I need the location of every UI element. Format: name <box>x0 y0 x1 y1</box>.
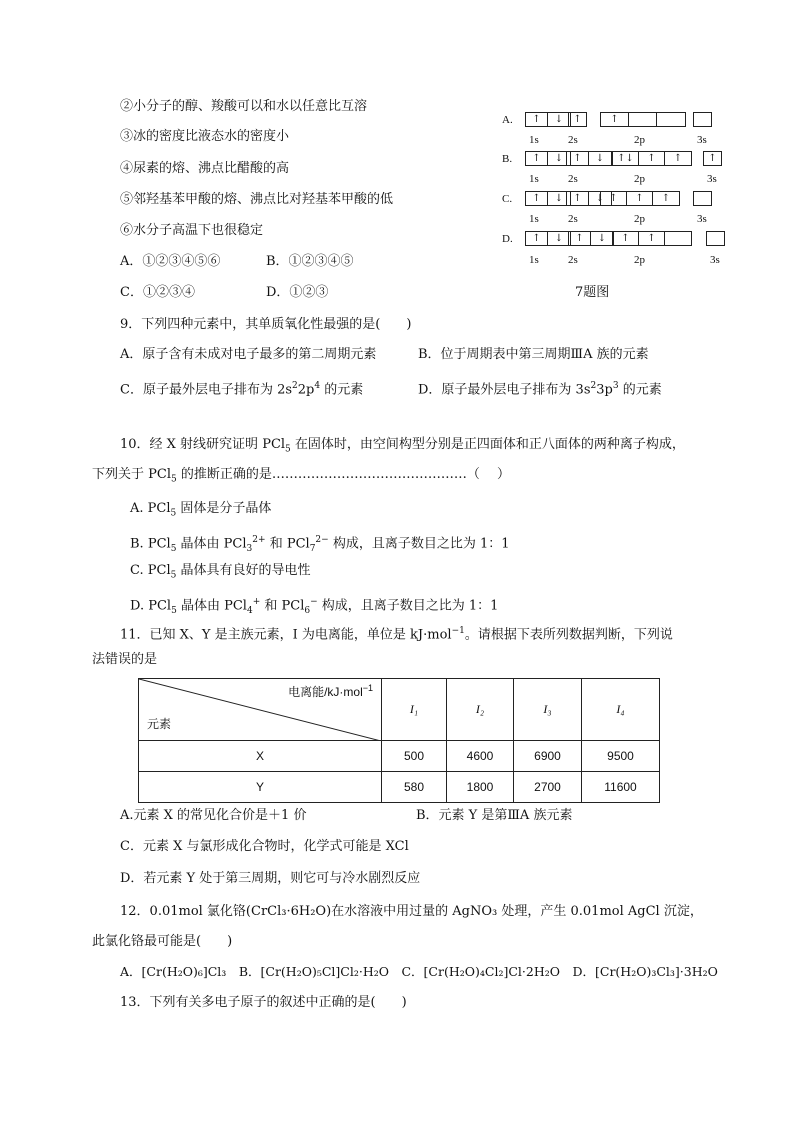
q13-stem: 13．下列有关多电子原子的叙述中正确的是( ) <box>120 995 407 1010</box>
label-2s: 2s <box>568 254 578 266</box>
label-2p: 2p <box>634 254 645 266</box>
label-2p: 2p <box>634 213 645 225</box>
q9-choice-c: C．原子最外层电子排布为 $2s^22p^4$ 的元素 <box>120 381 364 398</box>
row-d-3s <box>706 231 725 246</box>
q10-choice-b: B. PCl$_5$ 晶体由 PCl$_3^{2+}$ 和 PCl$_7^{2-}$ 构成，且离子数目之比为 1：1 <box>130 535 510 554</box>
row-c-3s <box>693 191 712 206</box>
q11-choice-d: D．若元素 Y 处于第三周期，则它可与冷水剧烈反应 <box>120 871 421 886</box>
row-c-letter: C. <box>502 193 513 205</box>
row-a-2p: ↑ <box>600 112 686 127</box>
q8-item-5: ⑤邻羟基苯甲酸的熔、沸点比对羟基苯甲酸的低 <box>120 192 394 207</box>
q11-stem-line1: 11．已知 X、Y 是主族元素，I 为电离能，单位是 kJ·mol$^{-1}$。请根据下表所列数据判断，下列说 <box>120 626 673 643</box>
q8-choice-c: C．①②③④ <box>120 285 195 300</box>
q12-stem-line1: 12．0.01mol 氯化铬(CrCl₃·6H₂O)在水溶液中用过量的 AgNO₃ 处理，产生 0.01mol AgCl 沉淀， <box>120 904 703 919</box>
q11-choice-b: B．元素 Y 是第ⅢA 族元素 <box>416 808 573 823</box>
table-row: X 500 4600 6900 9500 <box>139 741 660 772</box>
q11-stem-line2: 法错误的是 <box>92 652 158 667</box>
row-b-1s: ↑ ↓ <box>525 151 571 166</box>
q9-choice-a: A．原子含有未成对电子最多的第二周期元素 <box>120 347 377 362</box>
q11-choice-a: A.元素 X 的常见化合价是＋1 价 <box>120 808 307 823</box>
row-a-letter: A. <box>502 114 513 126</box>
row-b-2s: ↑ ↓ <box>566 151 612 166</box>
table-diagonal-header: 电离能/kJ·mol$^{-1}$ 元素 <box>139 679 382 741</box>
row-b-2p: ↑↓ ↑ ↑ <box>612 151 692 166</box>
label-1s: 1s <box>529 213 539 225</box>
header-i3: I₃ <box>514 679 582 741</box>
ionization-energy-table <box>138 678 660 803</box>
row-c-1s: ↑ ↓ <box>525 191 571 206</box>
row-b-letter: B. <box>502 153 513 165</box>
row-d-2s: ↑ ↓ <box>568 231 614 246</box>
label-2s: 2s <box>568 134 578 146</box>
label-3s: 3s <box>697 134 707 146</box>
label-3s: 3s <box>707 173 717 185</box>
label-1s: 1s <box>529 254 539 266</box>
row-a-3s <box>693 112 712 127</box>
label-2p: 2p <box>634 134 645 146</box>
q10-choice-a: A. PCl$_5$ 固体是分子晶体 <box>130 501 272 519</box>
q12-stem-line2: 此氯化铬最可能是( ) <box>92 934 233 949</box>
q12-choices: A．[Cr(H₂O)₆]Cl₃ B．[Cr(H₂O)₅Cl]Cl₂·H₂O C．[Cr(H₂O)₄Cl₂]Cl·2H₂O D．[Cr(H₂O)₃Cl₃]·3H₂O <box>120 964 718 979</box>
q8-item-3: ③冰的密度比液态水的密度小 <box>120 129 290 144</box>
q10-choice-d: D. PCl$_5$ 晶体由 PCl$_4$+ 和 PCl$_6$− 构成，且离子数目之比为 1：1 <box>130 597 499 616</box>
q10-choice-c: C. PCl$_5$ 晶体具有良好的导电性 <box>130 563 311 581</box>
q8-choice-a: A．①②③④⑤⑥ <box>120 254 221 269</box>
row-a-2s: ↑ <box>568 112 587 127</box>
header-i1: I₁ <box>382 679 447 741</box>
q9-choice-b: B．位于周期表中第三周期ⅢA 族的元素 <box>418 347 649 362</box>
q11-choice-c: C．元素 X 与氯形成化合物时，化学式可能是 XCl <box>120 839 409 854</box>
q8-choice-b: B．①②③④⑤ <box>266 254 354 269</box>
row-d-2p: ↑ ↑ <box>612 231 692 246</box>
row-c-2p: ↑ ↑ ↑ <box>600 191 680 206</box>
row-d-letter: D. <box>502 233 513 245</box>
figure-caption: 7题图 <box>575 285 610 300</box>
label-3s: 3s <box>710 254 720 266</box>
q9-choice-d: D．原子最外层电子排布为 $3s^23p^3$ 的元素 <box>418 381 662 398</box>
q10-stem-line2: 下列关于 PCl$_5$ 的推断正确的是………………………………………（ ） <box>92 467 510 485</box>
table-row: Y 580 1800 2700 11600 <box>139 772 660 803</box>
label-2s: 2s <box>568 213 578 225</box>
q9-stem: 9．下列四种元素中，其单质氧化性最强的是( ) <box>120 317 412 332</box>
label-2p: 2p <box>634 173 645 185</box>
q8-item-2: ②小分子的醇、羧酸可以和水以任意比互溶 <box>120 99 368 114</box>
q8-choice-d: D．①②③ <box>266 285 329 300</box>
q10-stem-line1: 10．经 X 射线研究证明 PCl$_5$ 在固体时，由空间构型分别是正四面体和正八面体的两种离子构成， <box>120 437 685 455</box>
row-c-2s: ↑ ↓ <box>566 191 612 206</box>
header-i2: I₂ <box>447 679 514 741</box>
label-1s: 1s <box>529 134 539 146</box>
label-2s: 2s <box>568 173 578 185</box>
row-a-1s: ↑ ↓ <box>525 112 571 127</box>
row-d-1s: ↑ ↓ <box>525 231 571 246</box>
label-3s: 3s <box>697 213 707 225</box>
q8-item-6: ⑥水分子高温下也很稳定 <box>120 223 264 238</box>
label-1s: 1s <box>529 173 539 185</box>
q8-item-4: ④尿素的熔、沸点比醋酸的高 <box>120 161 290 176</box>
header-i4: I₄ <box>582 679 660 741</box>
row-b-3s: ↑ <box>703 151 722 166</box>
